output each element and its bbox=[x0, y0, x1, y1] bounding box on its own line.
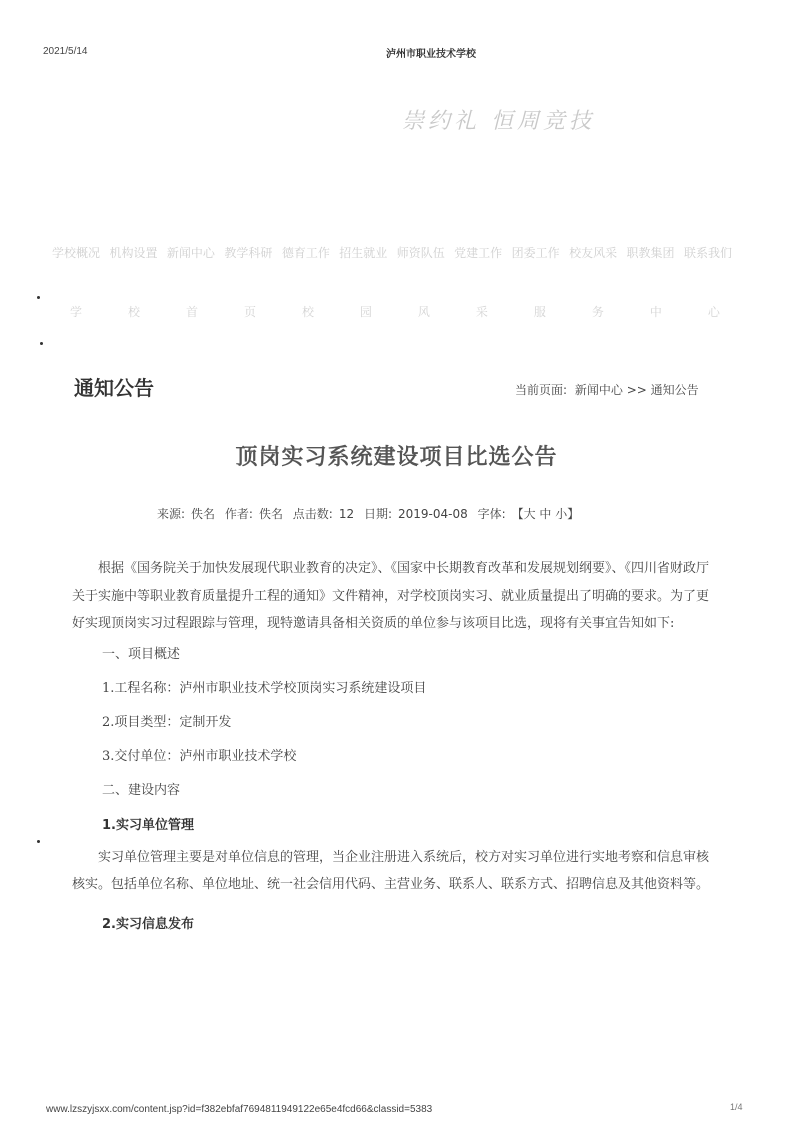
article-title: 顶岗实习系统建设项目比选公告 bbox=[235, 445, 558, 470]
sub-nav-char: 学 bbox=[70, 305, 83, 319]
sub-nav-char: 首 bbox=[185, 305, 198, 319]
page-number: 1/4 bbox=[730, 1102, 743, 1112]
breadcrumb bbox=[515, 381, 703, 398]
item-delivery-unit: 3.交付单位：泸州市职业技术学校 bbox=[102, 748, 297, 764]
sub-nav bbox=[70, 303, 720, 320]
nav-item[interactable]: 党建工作 bbox=[454, 246, 503, 260]
sub-nav-char: 页 bbox=[243, 305, 256, 319]
font-size-label: 字体: bbox=[477, 507, 506, 521]
item-project-name: 1.工程名称：泸州市职业技术学校顶岗实习系统建设项目 bbox=[102, 680, 427, 696]
sub-nav-char: 风 bbox=[417, 305, 430, 319]
item-project-type: 2.项目类型：定制开发 bbox=[102, 714, 232, 730]
intro-paragraph: 根据《国务院关于加快发展现代职业教育的决定》、《国家中长期教育改革和发展规划纲要》、《四川省财政厅关于实施中等职业教育质量提升工程的通知》文件精神，对学校顶岗实习、就业质量提出了明确的要求。为了更好实现顶岗实习过程跟踪与管理，现特邀请具备相关资质的单位参与该项目比选，现将有关事宜告知如下: bbox=[72, 561, 710, 631]
clicks-label: 点击数: bbox=[292, 507, 333, 521]
date-label: 日期: bbox=[363, 507, 392, 521]
scan-artifact bbox=[37, 840, 40, 843]
main-nav bbox=[52, 244, 732, 261]
clicks-value: 12 bbox=[338, 507, 355, 521]
scan-artifact bbox=[40, 342, 43, 345]
sub-nav-char: 校 bbox=[127, 305, 140, 319]
sub-nav-char: 采 bbox=[475, 305, 488, 319]
sub-nav-char: 心 bbox=[707, 305, 720, 319]
heading-overview: 一、项目概述 bbox=[102, 646, 181, 662]
school-motto: 崇约礼 恒周竞技 bbox=[402, 109, 595, 134]
nav-item[interactable]: 联系我们 bbox=[683, 246, 732, 260]
scan-artifact bbox=[37, 296, 40, 299]
article-body bbox=[72, 555, 710, 943]
heading-content: 二、建设内容 bbox=[102, 782, 181, 798]
sub-nav-char: 校 bbox=[301, 305, 314, 319]
nav-item[interactable]: 校友风采 bbox=[569, 246, 618, 260]
article-meta bbox=[157, 505, 585, 522]
subheading-info-publish: 2.实习信息发布 bbox=[102, 916, 194, 932]
print-date: 2021/5/14 bbox=[43, 46, 88, 57]
date-value: 2019-04-08 bbox=[397, 507, 468, 521]
sub-nav-char: 园 bbox=[359, 305, 372, 319]
section-title: 通知公告 bbox=[74, 376, 154, 400]
nav-item[interactable]: 教学科研 bbox=[224, 246, 273, 260]
nav-item[interactable]: 学校概况 bbox=[52, 246, 101, 260]
breadcrumb-path[interactable]: 新闻中心 >> 通知公告 bbox=[574, 383, 699, 397]
nav-item[interactable]: 团委工作 bbox=[511, 246, 560, 260]
font-size-switcher[interactable]: 【大 中 小】 bbox=[511, 507, 580, 521]
sub-nav-char: 中 bbox=[649, 305, 662, 319]
page-url: www.lzszyjsxx.com/content.jsp?id=f382ebfaf7694811949122e65e4fcd66&classid=5383 bbox=[46, 1104, 433, 1115]
nav-item[interactable]: 招生就业 bbox=[339, 246, 388, 260]
nav-item[interactable]: 机构设置 bbox=[109, 246, 158, 260]
author-value: 佚名 bbox=[258, 507, 283, 521]
nav-item[interactable]: 职教集团 bbox=[626, 246, 675, 260]
sub-nav-char: 务 bbox=[591, 305, 604, 319]
author-label: 作者: bbox=[224, 507, 253, 521]
paragraph-unit-management: 实习单位管理主要是对单位信息的管理，当企业注册进入系统后，校方对实习单位进行实地考察和信息审核核实。包括单位名称、单位地址、统一社会信用代码、主营业务、联系人、联系方式、招聘信息及其他资料等。 bbox=[72, 849, 710, 892]
nav-item[interactable]: 德育工作 bbox=[281, 246, 330, 260]
print-site-title: 泸州市职业技术学校 bbox=[386, 49, 476, 60]
nav-item[interactable]: 师资队伍 bbox=[396, 246, 445, 260]
breadcrumb-label: 当前页面: bbox=[515, 383, 568, 397]
source-value: 佚名 bbox=[191, 507, 216, 521]
subheading-unit-management: 1.实习单位管理 bbox=[102, 817, 194, 833]
source-label: 来源: bbox=[157, 507, 186, 521]
sub-nav-char: 服 bbox=[533, 305, 546, 319]
nav-item[interactable]: 新闻中心 bbox=[166, 246, 215, 260]
